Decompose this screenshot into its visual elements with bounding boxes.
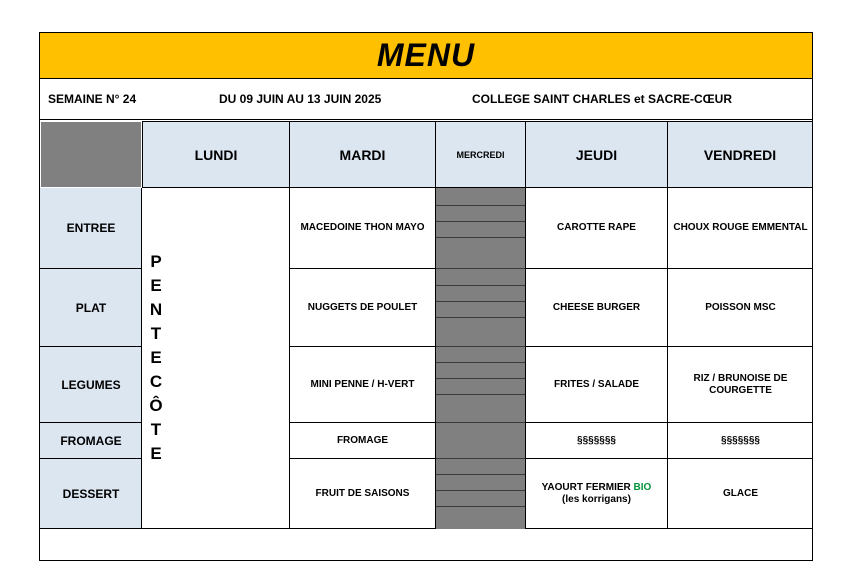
grid-line	[435, 188, 436, 529]
row-label-fromage: FROMAGE	[40, 423, 142, 459]
holiday-letter: Ô	[149, 396, 163, 415]
jeudi-dessert-sub: (les korrigans)	[562, 493, 631, 505]
jeudi-dessert	[525, 459, 668, 529]
corner-cell	[41, 122, 141, 187]
menu-title: MENU	[376, 37, 476, 73]
grid-line	[667, 188, 668, 529]
holiday-letter: E	[150, 444, 162, 463]
mercredi-closed-column	[436, 188, 525, 529]
footer-row	[40, 529, 812, 560]
header-jeudi: JEUDI	[525, 121, 668, 188]
jeudi-fromage: §§§§§§§	[525, 423, 668, 459]
mardi-plat: NUGGETS DE POULET	[289, 269, 436, 347]
school-name: COLLEGE SAINT CHARLES et SACRE-CŒUR	[472, 92, 733, 106]
jeudi-legumes: FRITES / SALADE	[525, 347, 668, 423]
row-label-entree: ENTREE	[40, 188, 142, 269]
vendredi-plat: POISSON MSC	[668, 269, 813, 347]
header-vendredi: VENDREDI	[667, 121, 813, 188]
jeudi-entree: CAROTTE RAPE	[525, 188, 668, 269]
mardi-entree: MACEDOINE THON MAYO	[289, 188, 436, 269]
holiday-letter: E	[150, 276, 162, 295]
mardi-legumes: MINI PENNE / H-VERT	[289, 347, 436, 423]
week-number: SEMAINE N° 24	[48, 92, 137, 106]
vendredi-legumes: RIZ / BRUNOISE DE COURGETTE	[668, 347, 813, 423]
mardi-dessert: FRUIT DE SAISONS	[289, 459, 436, 529]
bio-label: BIO	[633, 481, 652, 493]
grid-line	[525, 188, 526, 529]
mardi-fromage: FROMAGE	[289, 423, 436, 459]
holiday-vertical-text	[146, 250, 166, 466]
row-label-plat: PLAT	[40, 269, 142, 347]
holiday-letter: P	[150, 252, 162, 271]
jeudi-plat: CHEESE BURGER	[525, 269, 668, 347]
holiday-letter: N	[149, 300, 163, 319]
grid-line	[289, 188, 290, 529]
vendredi-entree: CHOUX ROUGE EMMENTAL	[668, 188, 813, 269]
vendredi-fromage: §§§§§§§	[668, 423, 813, 459]
holiday-letter: C	[149, 372, 163, 391]
holiday-letter: E	[150, 348, 162, 367]
holiday-letter: T	[150, 420, 162, 439]
title-bar	[40, 33, 812, 79]
grid-line	[141, 188, 142, 529]
jeudi-dessert-main: YAOURT FERMIER	[541, 481, 634, 493]
header-lundi: LUNDI	[142, 121, 290, 188]
holiday-letter: T	[150, 324, 162, 343]
vendredi-dessert: GLACE	[668, 459, 813, 529]
row-label-dessert: DESSERT	[40, 459, 142, 529]
row-label-legumes: LEGUMES	[40, 347, 142, 423]
info-row	[40, 79, 812, 120]
header-mercredi: MERCREDI	[435, 121, 526, 188]
date-range: DU 09 JUIN AU 13 JUIN 2025	[219, 92, 382, 106]
jeudi-dessert-line1	[542, 482, 652, 494]
header-mardi: MARDI	[289, 121, 436, 188]
